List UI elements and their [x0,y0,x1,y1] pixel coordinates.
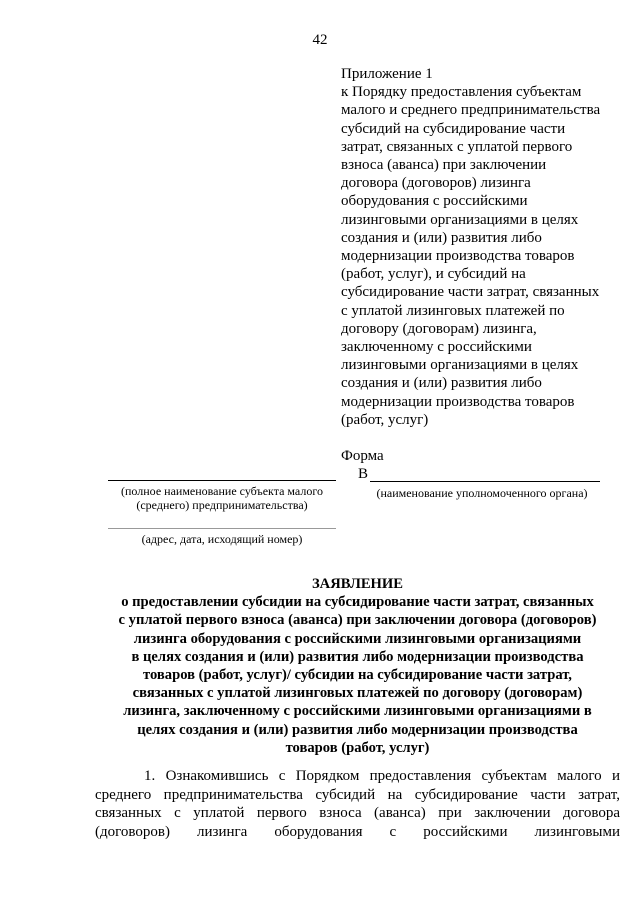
appendix-line: (работ, услуг), и субсидий на [341,266,526,283]
statement-line: в целях создания и (или) развития либо модернизации производства [131,648,584,665]
appendix-line: создания и (или) развития либо [341,229,542,246]
address-line[interactable] [108,528,336,529]
appendix-line: с уплатой лизинговых платежей по [341,302,565,319]
form-label: Форма [341,448,384,465]
statement-line: целях создания и (или) развития либо модернизации производства [137,721,578,738]
appendix-line: взноса (аванса) при заключении [341,157,547,174]
applicant-name-caption: (полное наименование субъекта малого [121,484,323,498]
body-paragraph [95,767,620,841]
applicant-fields [108,480,336,546]
appendix-line: субсидирование части затрат, связанных [341,284,600,301]
appendix-line: договору (договорам) лизинга, [341,320,537,337]
statement-line: с уплатой первого взноса (аванса) при заключении договора (договоров) [118,612,597,629]
statement-heading [95,575,620,757]
appendix-line: оборудования с российскими [341,193,528,210]
appendix-line: лизинговыми организациями в целях [341,357,579,374]
appendix-line: (работ, услуг) [341,411,429,428]
page-number: 42 [312,32,328,48]
applicant-name-line[interactable] [108,480,336,481]
statement-line: лизинга, заключенному с российскими лизинговыми организациями в [123,703,592,720]
appendix-line: лизинговыми организациями в целях [341,211,579,228]
appendix-line: к Порядку предоставления субъектам [341,84,582,101]
appendix-line: создания и (или) развития либо [341,375,542,392]
recipient-line[interactable] [370,467,600,482]
recipient-field [358,465,600,500]
applicant-name-caption: (среднего) предпринимательства) [136,498,308,512]
body-line: 1. Ознакомившись с Порядком предоставления субъектам малого и [144,768,620,784]
appendix-line: затрат, связанных с уплатой первого [341,138,573,155]
appendix-line: заключенному с российскими [341,339,532,356]
statement-line: связанных с уплатой лизинговых платежей по договору (договорам) [132,685,583,702]
appendix-line: модернизации производства товаров [341,393,575,410]
appendix-header [341,65,621,465]
recipient-prefix: В [358,466,369,482]
appendix-line: малого и среднего предпринимательства [341,102,601,119]
appendix-line: договора (договоров) лизинга [341,175,531,192]
statement-line: о предоставлении субсидии на субсидирование части затрат, связанных [121,594,594,611]
statement-line: лизинга оборудования с российскими лизинговыми организациями [133,630,582,647]
body-line: связанных с уплатой первого взноса (аванса) при заключении договора [95,805,620,822]
recipient-caption: (наименование уполномоченного органа) [376,486,588,500]
statement-line: товаров (работ, услуг)/ субсидии на субсидирование части затрат, [143,667,572,684]
body-line: среднего предпринимательства субсидий на субсидирование части затрат, [95,786,620,803]
statement-line: товаров (работ, услуг) [285,739,430,756]
address-caption: (адрес, дата, исходящий номер) [141,532,303,546]
appendix-line: Приложение 1 [341,66,433,82]
body-line: (договоров) лизинга оборудования с российскими лизинговыми [95,823,620,840]
appendix-line: модернизации производства товаров [341,248,575,265]
statement-title: ЗАЯВЛЕНИЕ [311,576,403,592]
appendix-line: субсидий на субсидирование части [341,120,566,137]
